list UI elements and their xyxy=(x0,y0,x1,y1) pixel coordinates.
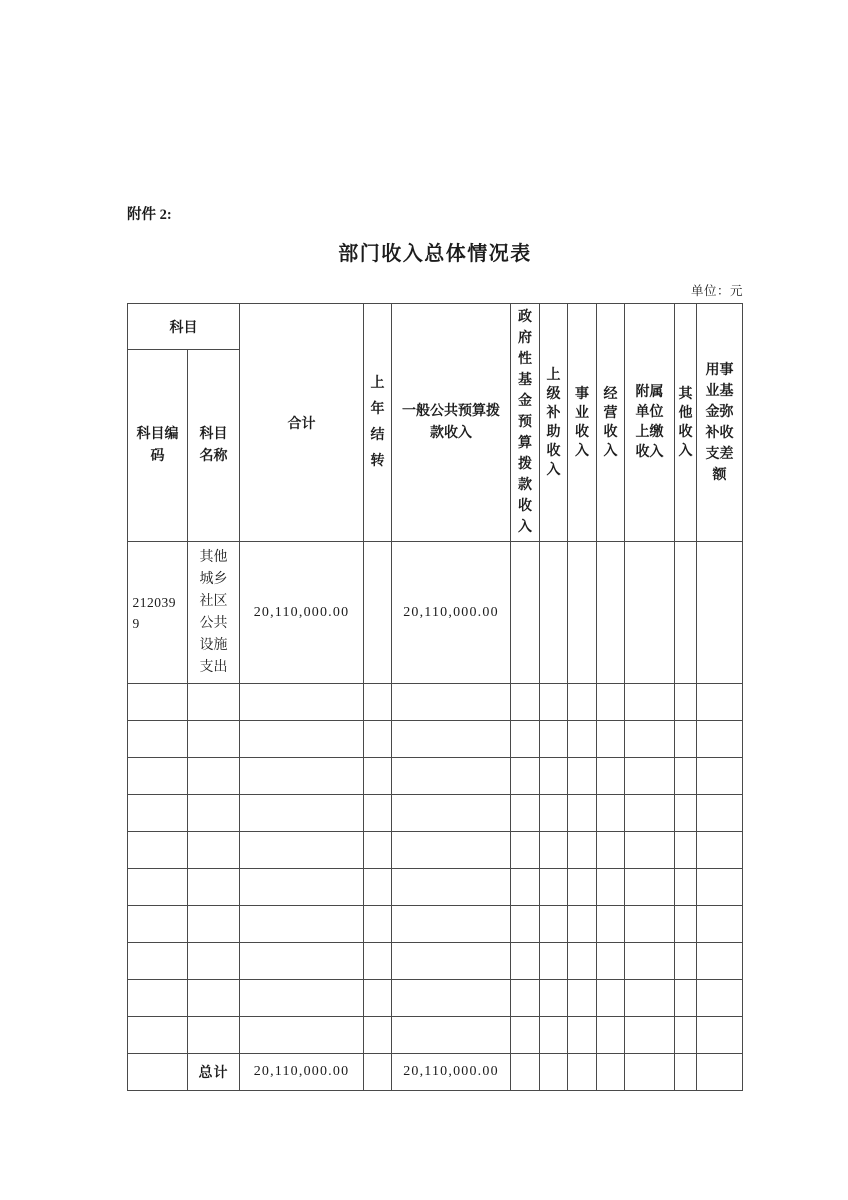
empty-cell xyxy=(597,684,625,721)
empty-cell xyxy=(240,869,364,906)
empty-cell xyxy=(392,869,511,906)
cell-affiliated-unit-payment xyxy=(625,542,675,684)
empty-cell xyxy=(597,721,625,758)
header-subject-name: 科目名称 xyxy=(188,350,240,542)
empty-cell xyxy=(188,943,240,980)
empty-cell xyxy=(568,758,597,795)
empty-cell xyxy=(597,832,625,869)
empty-cell xyxy=(597,1017,625,1054)
empty-cell xyxy=(540,943,568,980)
empty-cell xyxy=(128,832,188,869)
empty-cell xyxy=(392,943,511,980)
empty-cell xyxy=(697,980,743,1017)
empty-cell xyxy=(625,758,675,795)
empty-cell xyxy=(364,869,392,906)
empty-cell xyxy=(568,721,597,758)
empty-cell xyxy=(188,832,240,869)
empty-cell xyxy=(675,869,697,906)
header-subject-group: 科目 xyxy=(128,304,240,350)
empty-cell xyxy=(364,758,392,795)
empty-cell xyxy=(697,832,743,869)
empty-cell xyxy=(675,980,697,1017)
cell-subject-code: 2120399 xyxy=(128,542,188,684)
empty-cell xyxy=(540,684,568,721)
header-operating-income: 经营收入 xyxy=(597,304,625,542)
header-prev-year-carryover: 上年结转 xyxy=(364,304,392,542)
attachment-label: 附件 2: xyxy=(127,207,172,223)
empty-cell xyxy=(392,980,511,1017)
empty-cell xyxy=(128,795,188,832)
empty-cell xyxy=(697,721,743,758)
empty-cell xyxy=(128,943,188,980)
empty-cell xyxy=(364,943,392,980)
total-cell-business-income xyxy=(568,1054,597,1091)
empty-cell xyxy=(675,906,697,943)
empty-rows-section xyxy=(128,684,743,1054)
empty-cell xyxy=(540,980,568,1017)
empty-cell xyxy=(240,758,364,795)
empty-cell xyxy=(188,758,240,795)
cell-total: 20,110,000.00 xyxy=(240,542,364,684)
empty-cell xyxy=(128,980,188,1017)
empty-row xyxy=(128,906,743,943)
empty-row xyxy=(128,1017,743,1054)
header-general-public-budget: 一般公共预算拨款收入 xyxy=(392,304,511,542)
empty-cell xyxy=(240,721,364,758)
empty-cell xyxy=(625,832,675,869)
empty-cell xyxy=(364,832,392,869)
total-cell-superior-subsidy xyxy=(540,1054,568,1091)
empty-cell xyxy=(597,869,625,906)
empty-cell xyxy=(188,906,240,943)
empty-cell xyxy=(568,906,597,943)
empty-cell xyxy=(675,758,697,795)
total-label: 总计 xyxy=(188,1054,240,1091)
cell-business-income xyxy=(568,542,597,684)
empty-cell xyxy=(625,684,675,721)
empty-cell xyxy=(597,943,625,980)
header-gov-fund-budget: 政府性基金预算拨款收入 xyxy=(511,304,540,542)
empty-cell xyxy=(675,943,697,980)
empty-cell xyxy=(675,795,697,832)
header-other-income: 其他收入 xyxy=(675,304,697,542)
cell-fund-deficit-cover xyxy=(697,542,743,684)
empty-cell xyxy=(675,721,697,758)
empty-cell xyxy=(697,1017,743,1054)
empty-cell xyxy=(240,1017,364,1054)
header-subject-code: 科目编码 xyxy=(128,350,188,542)
empty-row xyxy=(128,980,743,1017)
empty-cell xyxy=(392,906,511,943)
empty-cell xyxy=(625,721,675,758)
income-table xyxy=(127,303,743,1091)
empty-cell xyxy=(511,684,540,721)
empty-cell xyxy=(540,721,568,758)
empty-cell xyxy=(240,980,364,1017)
empty-cell xyxy=(392,832,511,869)
empty-cell xyxy=(625,795,675,832)
empty-cell xyxy=(568,795,597,832)
empty-cell xyxy=(188,980,240,1017)
cell-operating-income xyxy=(597,542,625,684)
total-row xyxy=(128,1054,743,1091)
total-cell-total: 20,110,000.00 xyxy=(240,1054,364,1091)
empty-cell xyxy=(625,906,675,943)
empty-cell xyxy=(540,906,568,943)
empty-cell xyxy=(625,1017,675,1054)
empty-cell xyxy=(511,832,540,869)
cell-general-public-budget: 20,110,000.00 xyxy=(392,542,511,684)
empty-cell xyxy=(392,758,511,795)
empty-cell xyxy=(625,943,675,980)
empty-cell xyxy=(364,1017,392,1054)
total-cell-code xyxy=(128,1054,188,1091)
empty-cell xyxy=(540,1017,568,1054)
unit-label: 单位：元 xyxy=(690,284,743,298)
empty-cell xyxy=(364,684,392,721)
empty-cell xyxy=(568,980,597,1017)
empty-cell xyxy=(188,721,240,758)
empty-cell xyxy=(675,832,697,869)
empty-cell xyxy=(697,684,743,721)
empty-cell xyxy=(625,869,675,906)
header-row-top xyxy=(128,304,743,350)
cell-superior-subsidy xyxy=(540,542,568,684)
total-cell-prev-year-carryover xyxy=(364,1054,392,1091)
empty-cell xyxy=(568,943,597,980)
empty-cell xyxy=(128,906,188,943)
empty-cell xyxy=(128,1017,188,1054)
header-superior-subsidy: 上级补助收入 xyxy=(540,304,568,542)
empty-cell xyxy=(540,832,568,869)
empty-cell xyxy=(597,906,625,943)
total-cell-affiliated-unit-payment xyxy=(625,1054,675,1091)
empty-cell xyxy=(240,943,364,980)
empty-cell xyxy=(511,943,540,980)
empty-cell xyxy=(364,721,392,758)
header-business-income: 事业收入 xyxy=(568,304,597,542)
empty-cell xyxy=(188,684,240,721)
empty-cell xyxy=(597,980,625,1017)
empty-row xyxy=(128,721,743,758)
total-cell-general-public-budget: 20,110,000.00 xyxy=(392,1054,511,1091)
empty-cell xyxy=(128,869,188,906)
total-cell-fund-deficit-cover xyxy=(697,1054,743,1091)
empty-cell xyxy=(568,832,597,869)
empty-cell xyxy=(392,1017,511,1054)
header-grand-total: 合计 xyxy=(240,304,364,542)
empty-cell xyxy=(568,869,597,906)
empty-cell xyxy=(240,906,364,943)
empty-row xyxy=(128,869,743,906)
cell-other-income xyxy=(675,542,697,684)
empty-cell xyxy=(392,721,511,758)
empty-cell xyxy=(364,795,392,832)
empty-row xyxy=(128,758,743,795)
empty-cell xyxy=(675,684,697,721)
empty-cell xyxy=(364,980,392,1017)
empty-cell xyxy=(240,832,364,869)
empty-cell xyxy=(240,795,364,832)
empty-cell xyxy=(511,906,540,943)
empty-row xyxy=(128,832,743,869)
empty-cell xyxy=(697,795,743,832)
empty-row xyxy=(128,943,743,980)
empty-cell xyxy=(568,1017,597,1054)
empty-cell xyxy=(511,721,540,758)
cell-gov-fund-budget xyxy=(511,542,540,684)
cell-prev-year-carryover xyxy=(364,542,392,684)
document-content xyxy=(127,0,743,1091)
empty-cell xyxy=(511,869,540,906)
empty-cell xyxy=(697,943,743,980)
empty-cell xyxy=(697,906,743,943)
total-cell-gov-fund-budget xyxy=(511,1054,540,1091)
empty-cell xyxy=(188,869,240,906)
total-cell-other-income xyxy=(675,1054,697,1091)
empty-cell xyxy=(540,795,568,832)
page-title: 部门收入总体情况表 xyxy=(338,243,532,265)
empty-cell xyxy=(240,684,364,721)
empty-cell xyxy=(540,758,568,795)
empty-cell xyxy=(392,684,511,721)
header-affiliated-unit-payment: 附属单位上缴收入 xyxy=(625,304,675,542)
empty-cell xyxy=(540,869,568,906)
empty-cell xyxy=(597,795,625,832)
empty-cell xyxy=(128,684,188,721)
empty-cell xyxy=(625,980,675,1017)
data-row xyxy=(128,542,743,684)
empty-cell xyxy=(568,684,597,721)
header-fund-deficit-cover: 用事业基金弥补收支差额 xyxy=(697,304,743,542)
empty-cell xyxy=(697,758,743,795)
empty-cell xyxy=(188,1017,240,1054)
empty-row xyxy=(128,684,743,721)
empty-cell xyxy=(511,758,540,795)
empty-cell xyxy=(128,721,188,758)
empty-cell xyxy=(675,1017,697,1054)
cell-subject-name: 其他城乡社区公共设施支出 xyxy=(188,542,240,684)
empty-cell xyxy=(128,758,188,795)
empty-cell xyxy=(392,795,511,832)
empty-cell xyxy=(188,795,240,832)
empty-row xyxy=(128,795,743,832)
empty-cell xyxy=(697,869,743,906)
total-cell-operating-income xyxy=(597,1054,625,1091)
empty-cell xyxy=(511,980,540,1017)
empty-cell xyxy=(364,906,392,943)
empty-cell xyxy=(511,1017,540,1054)
empty-cell xyxy=(597,758,625,795)
empty-cell xyxy=(511,795,540,832)
